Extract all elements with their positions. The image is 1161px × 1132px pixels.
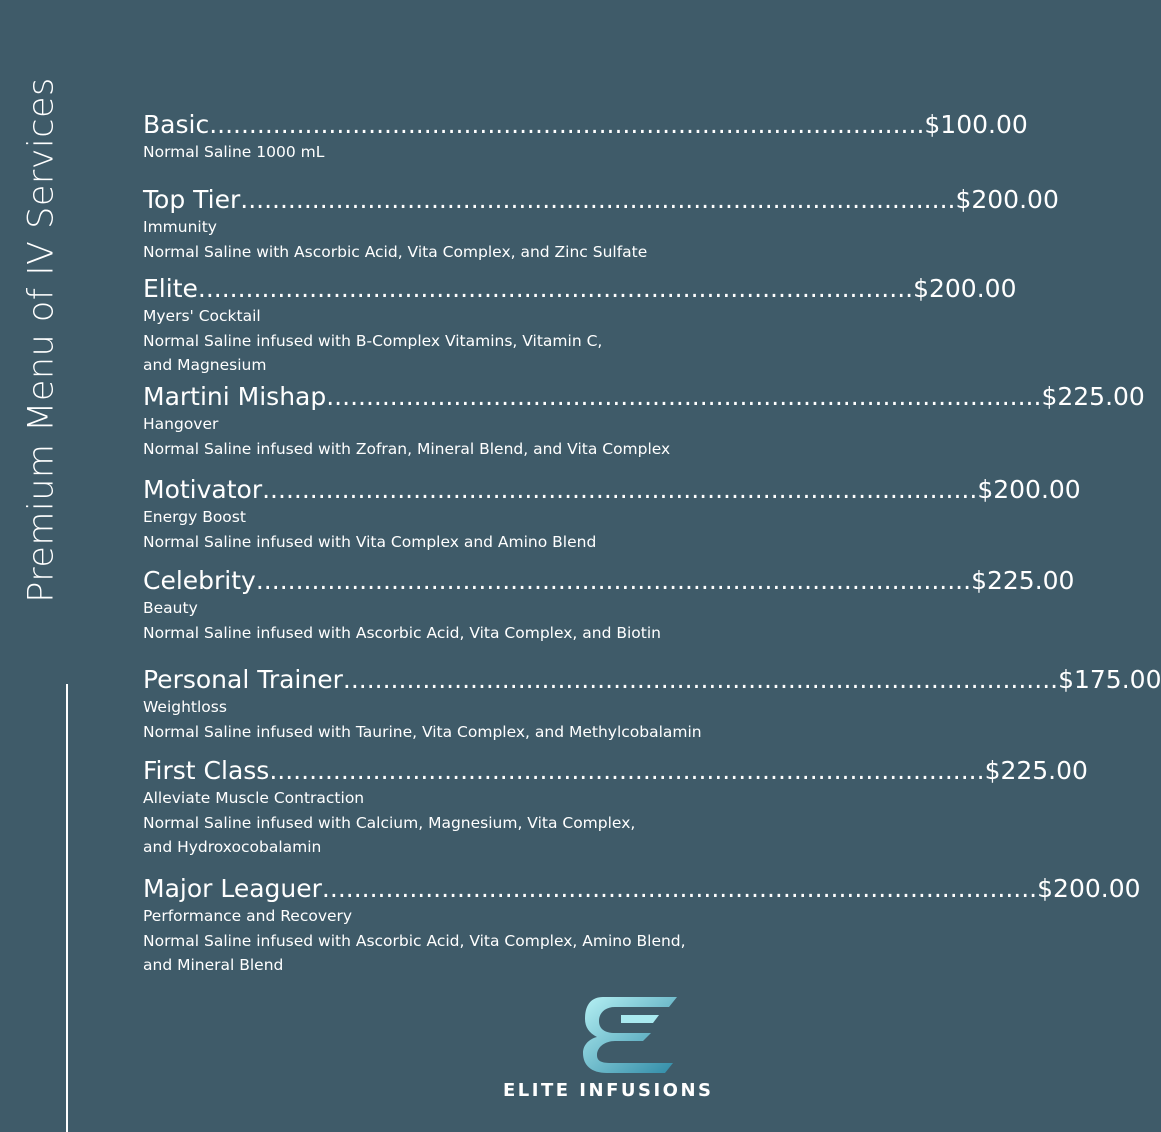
description-line: Normal Saline infused with B-Complex Vitamins, Vitamin C, xyxy=(143,331,603,350)
menu-item-elite xyxy=(143,274,1017,378)
elite-e-logo-icon xyxy=(581,993,681,1073)
service-name: Celebrity xyxy=(143,566,256,595)
menu-item-major-leaguer xyxy=(143,874,1141,978)
service-menu xyxy=(143,0,1161,1000)
service-price: $200.00 xyxy=(1037,874,1141,903)
menu-item-header xyxy=(143,475,1081,505)
dot-leader: .......................................................................................... xyxy=(255,566,972,595)
description-line: and Hydroxocobalamin xyxy=(143,838,322,856)
menu-item-header xyxy=(143,566,1075,596)
dot-leader: .......................................................................................... xyxy=(342,665,1059,694)
service-price: $200.00 xyxy=(977,475,1081,504)
dot-leader: .......................................................................................... xyxy=(321,874,1038,903)
service-description xyxy=(143,140,723,165)
service-description xyxy=(143,904,740,978)
service-name: Top Tier xyxy=(143,185,241,214)
service-name: First Class xyxy=(143,756,270,785)
service-price: $225.00 xyxy=(971,566,1075,595)
description-line: Immunity xyxy=(143,218,217,236)
menu-item-header xyxy=(143,874,1141,904)
dot-leader: .......................................................................................... xyxy=(326,382,1042,411)
service-price: $200.00 xyxy=(913,274,1017,303)
service-name: Elite xyxy=(143,274,198,303)
side-title-text: Premium Menu of IV Services xyxy=(22,77,62,603)
description-line: Normal Saline 1000 mL xyxy=(143,143,325,161)
service-name: Basic xyxy=(143,110,210,139)
service-price: $200.00 xyxy=(955,185,1059,214)
description-line: Performance and Recovery xyxy=(143,907,353,925)
description-line: Normal Saline infused with Vita Complex and Amino Blend xyxy=(143,532,597,551)
description-line: Normal Saline with Ascorbic Acid, Vita Complex, and Zinc Sulfate xyxy=(143,242,648,261)
service-description xyxy=(143,304,731,378)
description-line: Normal Saline infused with Taurine, Vita Complex, and Methylcobalamin xyxy=(143,722,702,741)
description-line: Hangover xyxy=(143,415,219,433)
service-price: $175.00 xyxy=(1058,665,1161,694)
menu-item-header xyxy=(143,274,1017,304)
service-description xyxy=(143,215,728,264)
service-price: $225.00 xyxy=(1041,382,1145,411)
vertical-divider xyxy=(66,684,68,1132)
description-line: Normal Saline infused with Ascorbic Acid, Vita Complex, and Biotin xyxy=(143,623,661,642)
menu-item-first-class xyxy=(143,756,1088,860)
service-name: Personal Trainer xyxy=(143,665,343,694)
service-name: Major Leaguer xyxy=(143,874,322,903)
service-description xyxy=(143,786,733,860)
description-line: Beauty xyxy=(143,599,198,617)
service-description xyxy=(143,505,736,554)
menu-item-personal-trainer xyxy=(143,665,1161,744)
menu-item-basic xyxy=(143,110,1028,165)
menu-item-motivator xyxy=(143,475,1081,554)
description-line: Normal Saline infused with Zofran, Mineral Blend, and Vita Complex xyxy=(143,439,671,458)
dot-leader: .......................................................................................... xyxy=(209,110,925,139)
service-price: $100.00 xyxy=(924,110,1028,139)
dot-leader: .......................................................................................... xyxy=(240,185,956,214)
description-line: Alleviate Muscle Contraction xyxy=(143,789,365,807)
service-name: Martini Mishap xyxy=(143,382,327,411)
menu-item-header xyxy=(143,756,1088,786)
description-line: Energy Boost xyxy=(143,508,246,526)
brand-logo xyxy=(503,993,748,1103)
description-line: Myers' Cocktail xyxy=(143,307,261,325)
description-line: Normal Saline infused with Ascorbic Acid, Vita Complex, Amino Blend, xyxy=(143,931,686,950)
description-line: Normal Saline infused with Calcium, Magnesium, Vita Complex, xyxy=(143,813,636,832)
service-description xyxy=(143,412,733,461)
service-description xyxy=(143,695,736,744)
menu-item-header xyxy=(143,185,1059,215)
side-title xyxy=(22,25,62,655)
description-line: and Mineral Blend xyxy=(143,956,284,974)
description-line: Weightloss xyxy=(143,698,227,716)
menu-item-top-tier xyxy=(143,185,1059,264)
menu-item-header xyxy=(143,110,1028,140)
dot-leader: .......................................................................................... xyxy=(197,274,914,303)
service-price: $225.00 xyxy=(984,756,1088,785)
menu-item-header xyxy=(143,382,1145,412)
menu-item-header xyxy=(143,665,1161,695)
dot-leader: .......................................................................................... xyxy=(262,475,978,504)
brand-name: ELITE INFUSIONS xyxy=(503,1080,714,1101)
service-description xyxy=(143,596,743,645)
service-name: Motivator xyxy=(143,475,263,504)
dot-leader: .......................................................................................... xyxy=(269,756,985,785)
menu-item-martini-mishap xyxy=(143,382,1145,461)
description-line: and Magnesium xyxy=(143,356,267,374)
menu-item-celebrity xyxy=(143,566,1075,645)
